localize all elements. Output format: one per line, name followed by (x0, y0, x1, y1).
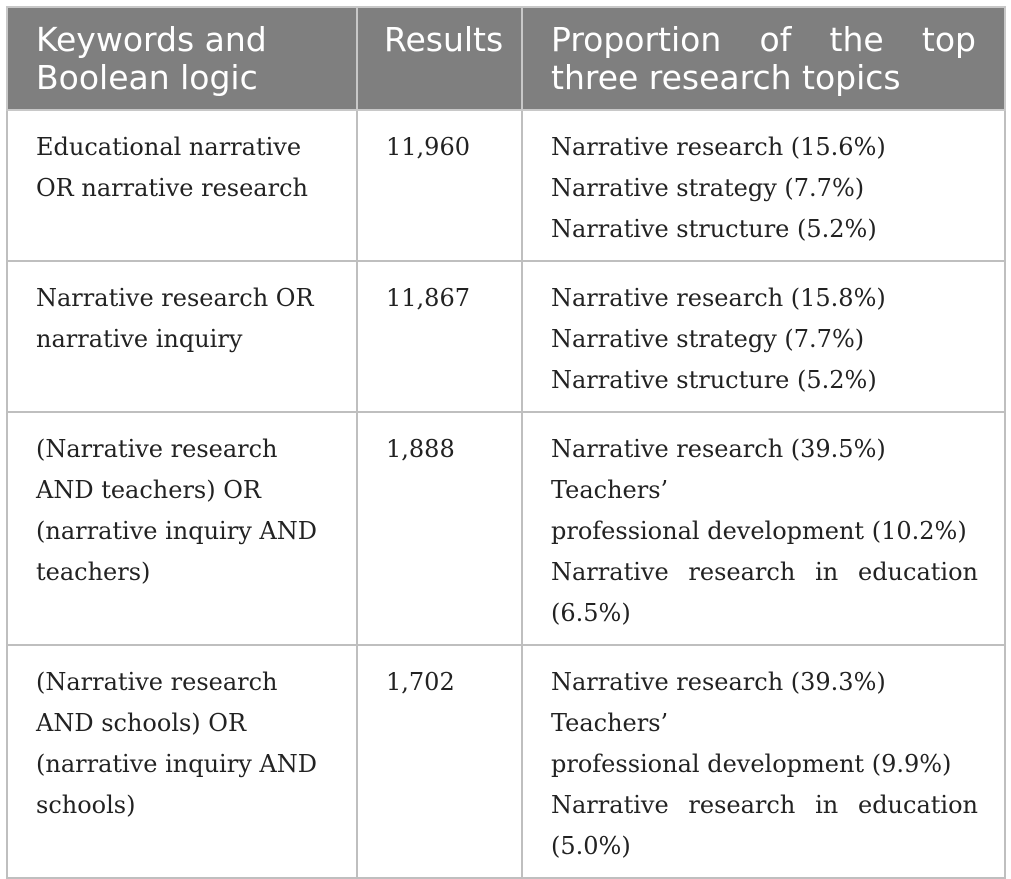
topics-cell (522, 645, 1005, 878)
research-topics-table (6, 6, 1006, 879)
topic-item: Teachers’ (551, 709, 669, 737)
table-row (7, 645, 1005, 878)
table-row (7, 261, 1005, 412)
topic-item: Narrative strategy (7.7%) (551, 325, 865, 353)
topic-item: professional development (9.9%) (551, 750, 952, 778)
topics-cell (522, 261, 1005, 412)
header-proportion: Proportion of the top three research topics (522, 7, 1005, 110)
table-row (7, 412, 1005, 645)
topic-item: Teachers’ (551, 476, 669, 504)
topics-cell (522, 110, 1005, 261)
table-row (7, 110, 1005, 261)
topic-item: Narrative strategy (7.7%) (551, 174, 865, 202)
topic-item: Narrative research in education (6.5%) (551, 558, 978, 627)
topic-item: Narrative research in education (5.0%) (551, 791, 978, 860)
topic-item: Narrative research (39.3%) (551, 668, 886, 696)
keywords-cell: (Narrative research AND teachers) OR (narrative inquiry AND teachers) (7, 412, 357, 645)
topic-item: Narrative research (39.5%) (551, 435, 886, 463)
header-row (7, 7, 1005, 110)
results-cell: 11,867 (357, 261, 522, 412)
topic-item: Narrative research (15.8%) (551, 284, 886, 312)
topic-item: Narrative structure (5.2%) (551, 366, 877, 394)
topics-cell (522, 412, 1005, 645)
topic-item: Narrative structure (5.2%) (551, 215, 877, 243)
results-cell: 1,702 (357, 645, 522, 878)
topic-item: Narrative research (15.6%) (551, 133, 886, 161)
results-cell: 1,888 (357, 412, 522, 645)
header-results: Results (357, 7, 522, 110)
keywords-cell: Narrative research OR narrative inquiry (7, 261, 357, 412)
keywords-cell: (Narrative research AND schools) OR (narrative inquiry AND schools) (7, 645, 357, 878)
keywords-cell: Educational narrative OR narrative research (7, 110, 357, 261)
results-cell: 11,960 (357, 110, 522, 261)
topic-item: professional development (10.2%) (551, 517, 967, 545)
header-keywords: Keywords and Boolean logic (7, 7, 357, 110)
